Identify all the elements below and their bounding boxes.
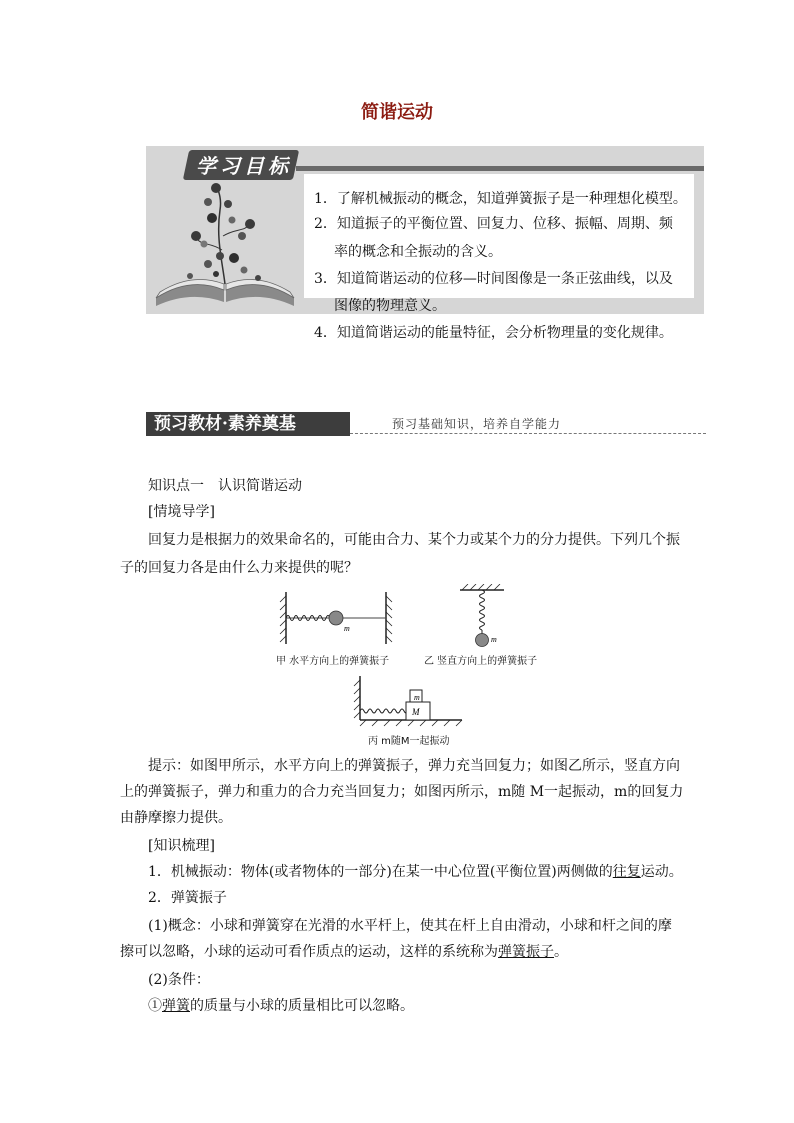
condition-label: (2)条件： — [148, 972, 210, 988]
concept-end: 。 — [554, 944, 568, 960]
figure-bing-stacked-blocks — [350, 674, 466, 728]
yi-m-label: m — [491, 635, 497, 644]
concept-line-1: (1)概念：小球和弹簧穿在光滑的水平杆上，使其在杆上自由滑动，小球和杆之间的摩 — [148, 918, 672, 934]
concept-key: 弹簧振子 — [498, 944, 554, 960]
open-book-icon — [150, 180, 300, 308]
item-1-text: 1．机械振动：物体(或者物体的一部分)在某一中心位置(平衡位置)两侧做的 — [148, 864, 613, 880]
review-label: [知识梳理] — [148, 838, 215, 854]
figure-jia-caption: 甲 水平方向上的弹簧振子 — [276, 656, 390, 667]
hint-line-3: 由静摩擦力提供。 — [120, 810, 232, 826]
objective-2: 2．知道振子的平衡位置、回复力、位移、振幅、周期、频 — [314, 216, 673, 232]
item-1-end: 运动。 — [640, 864, 683, 880]
figure-bing-caption: 丙 m随M一起振动 — [368, 736, 450, 747]
bing-m-label: m — [414, 693, 420, 702]
concept-line-2 — [120, 942, 568, 962]
jia-m-label: m — [344, 624, 350, 633]
objectives-ribbon — [296, 166, 704, 171]
hint-line-2: 上的弹簧振子，弹力和重力的合力充当回复力；如图丙所示，m随 M一起振动，m的回复力 — [120, 784, 684, 800]
bing-M-label: M — [412, 707, 420, 717]
hint-line-1: 提示：如图甲所示，水平方向上的弹簧振子，弹力充当回复力；如图乙所示，竖直方向 — [148, 758, 680, 774]
section-banner: 预习教材·素养奠基 — [154, 414, 296, 434]
section-divider — [350, 433, 706, 435]
objectives-header: 学习目标 — [196, 154, 292, 178]
condition-1-key: 弹簧 — [162, 998, 190, 1014]
situation-label: [情境导学] — [148, 504, 215, 520]
condition-1-marker: ① — [148, 998, 162, 1014]
objective-2-cont: 率的概念和全振动的含义。 — [334, 244, 502, 260]
objective-1: 1．了解机械振动的概念，知道弹簧振子是一种理想化模型。 — [314, 191, 687, 207]
intro-line-2: 子的回复力各是由什么力来提供的呢？ — [120, 560, 358, 576]
objective-4: 4．知道简谐运动的能量特征，会分析物理量的变化规律。 — [314, 325, 673, 341]
objective-3: 3．知道简谐运动的位移—时间图像是一条正弦曲线，以及 — [314, 271, 673, 287]
item-1-key: 往复 — [612, 864, 641, 880]
figure-yi-vertical-oscillator — [452, 584, 512, 650]
figure-jia-horizontal-oscillator — [270, 588, 400, 650]
page-title: 简谐运动 — [361, 102, 433, 123]
item-1-mechanical-vibration — [148, 862, 683, 882]
condition-1 — [148, 996, 414, 1016]
objective-3-cont: 图像的物理意义。 — [334, 298, 446, 314]
figure-yi-caption: 乙 竖直方向上的弹簧振子 — [424, 656, 538, 667]
knowledge-point-heading: 知识点一 认识简谐运动 — [148, 478, 302, 494]
condition-1-text: 的质量与小球的质量相比可以忽略。 — [190, 998, 414, 1014]
item-2-heading: 2．弹簧振子 — [148, 890, 227, 906]
section-subtitle: 预习基础知识，培养自学能力 — [392, 417, 562, 431]
concept-text: 擦可以忽略，小球的运动可看作质点的运动，这样的系统称为 — [120, 944, 498, 960]
intro-line-1: 回复力是根据力的效果命名的，可能由合力、某个力或某个力的分力提供。下列几个振 — [148, 532, 680, 548]
